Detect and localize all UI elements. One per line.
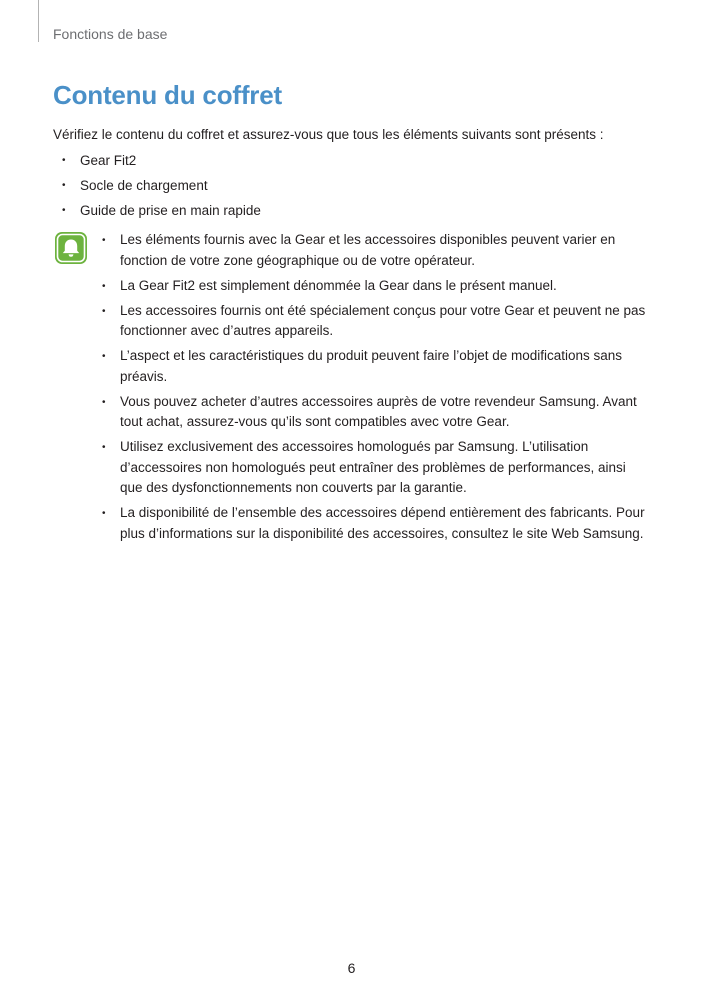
note-item: [100, 301, 650, 342]
note-text: L’aspect et les caractéristiques du produit peuvent faire l’objet de modifications sans préavis.: [120, 348, 623, 384]
note-item: [100, 503, 650, 544]
bullet: •: [102, 351, 106, 362]
box-contents-list: [53, 151, 653, 226]
bullet: •: [102, 280, 106, 292]
section-label: Fonctions de base: [53, 26, 168, 42]
note-item: [100, 392, 650, 433]
page-title: Contenu du coffret: [53, 80, 282, 110]
note-text: Les accessoires fournis ont été spécialement conçus pour votre Gear et peuvent ne pas fonctionner avec d’autres appareils.: [120, 302, 646, 338]
bullet: •: [102, 305, 106, 317]
bell-icon: [55, 232, 87, 264]
bullet: •: [62, 180, 66, 191]
bullet: •: [102, 508, 106, 519]
bullet: •: [62, 205, 66, 216]
list-item: [53, 176, 653, 201]
page-number: 6: [347, 960, 356, 976]
list-item: [53, 151, 653, 176]
list-item: [53, 201, 653, 226]
note-text: Utilisez exclusivement des accessoires homologués par Samsung. L’utilisation d’accessoires non homologués peut entraîner des problèmes de performances, ainsi que des dysfonctionnements non couverts par la garantie.: [120, 439, 626, 495]
list-item-text: Guide de prise en main rapide: [80, 203, 261, 218]
intro-text: Vérifiez le contenu du coffret et assurez-vous que tous les éléments suivants sont présents :: [53, 127, 604, 142]
bullet: •: [102, 396, 106, 408]
note-item: [100, 437, 650, 499]
header-divider: [38, 0, 39, 42]
bullet: •: [62, 155, 66, 166]
list-item-text: Gear Fit2: [80, 153, 137, 168]
note-text: La disponibilité de l’ensemble des accessoires dépend entièrement des fabricants. Pour plus d’informations sur la disponibilité des accessoires, consultez le site Web Samsung.: [120, 505, 645, 541]
notes-list: [100, 230, 650, 549]
note-text: Vous pouvez acheter d’autres accessoires auprès de votre revendeur Samsung. Avant tout achat, assurez-vous qu’ils sont compatibles avec votre Gear.: [120, 393, 637, 429]
note-text: Les éléments fournis avec la Gear et les accessoires disponibles peuvent varier en fonction de votre zone géographique ou de votre opérateur.: [120, 232, 616, 268]
note-item: [100, 276, 650, 297]
note-item: [100, 230, 650, 271]
list-item-text: Socle de chargement: [80, 178, 208, 193]
bullet: •: [102, 235, 106, 246]
note-text: La Gear Fit2 est simplement dénommée la Gear dans le présent manuel.: [120, 277, 557, 293]
note-item: [100, 346, 650, 387]
bullet: •: [102, 442, 106, 453]
